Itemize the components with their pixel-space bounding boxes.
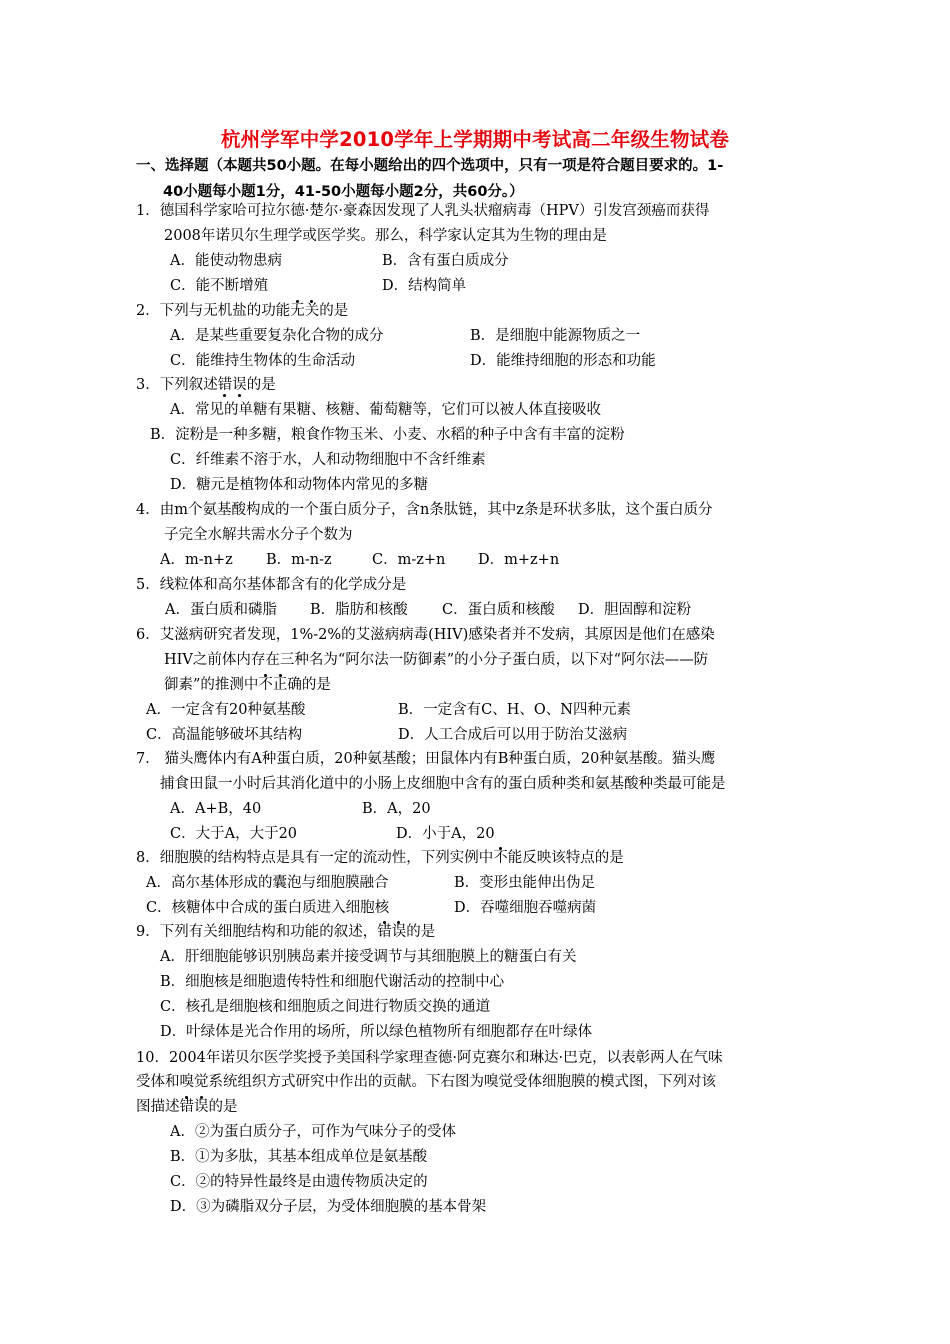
q6-option-d: D．人工合成后可以用于防治艾滋病 (398, 727, 628, 743)
q4-stem-line-1: 4．由m个氨基酸构成的一个蛋白质分子，含n条肽链，其中z条是环状多肽，这个蛋白质分 (136, 502, 713, 518)
q5-stem: 5．线粒体和高尔基体都含有的化学成分是 (136, 577, 407, 593)
section-heading (136, 153, 826, 205)
q2-option-c: C．能维持生物体的生命活动 (170, 353, 356, 369)
q5-option-b: B．脂肪和核酸 (310, 602, 408, 618)
q4-stem-line-2: 子完全水解共需水分子个数为 (164, 527, 353, 543)
section-heading-line-2: 40小题每小题1分，41-50小题每小题2分，共60分。） (163, 184, 524, 200)
q10-option-b: B．①为多肽，其基本组成单位是氨基酸 (170, 1149, 428, 1165)
q3-option-b: B．淀粉是一种多糖，粮食作物玉米、小麦、水稻的种子中含有丰富的淀粉 (150, 427, 625, 443)
emphasis-mark: 无 (290, 303, 305, 319)
q1-stem-line-2: 2008年诺贝尔生理学或医学奖。那么，科学家认定其为生物的理由是 (164, 228, 607, 244)
q7-stem-line-1: 7． 猫头鹰体内有A种蛋白质，20种氨基酸；田鼠体内有B种蛋白质，20种氨基酸。猫头鹰 (136, 751, 716, 767)
q9-option-c: C．核孔是细胞核和细胞质之间进行物质交换的通道 (160, 999, 491, 1015)
exam-title: 杭州学军中学2010学年上学期期中考试高二年级生物试卷 (220, 128, 730, 151)
section-heading-line-1: 一、选择题（本题共50小题。在每小题给出的四个选项中，只有一项是符合题目要求的。1- (136, 158, 724, 174)
q3-option-c: C．纤维素不溶于水，人和动物细胞中不含纤维素 (170, 452, 486, 468)
q10-option-c: C．②的特异性最终是由遗传物质决定的 (170, 1174, 428, 1190)
q7-option-b: B．A，20 (362, 801, 431, 817)
q7-option-a: A．A+B，40 (170, 801, 262, 817)
q6-stem-line-2: HIV之前体内存在三种名为“阿尔法一防御素”的小分子蛋白质，以下对“阿尔法——防 (164, 652, 709, 668)
q8-option-a: A．高尔基体形成的囊泡与细胞膜融合 (146, 875, 389, 891)
emphasis-mark: 误 (232, 377, 247, 393)
emphasis-mark: 错 (217, 377, 233, 393)
emphasis-mark: 正 (272, 677, 288, 693)
q1-option-d: D．结构简单 (382, 278, 467, 294)
q8-option-c: C．核糖体中合成的蛋白质进入细胞核 (146, 900, 390, 916)
q3-option-a: A．常见的单糖有果糖、核糖、葡萄糖等，它们可以被人体直接吸收 (170, 402, 601, 418)
q7-stem-line-2: 捕食田鼠一小时后其消化道中的小肠上皮细胞中含有的蛋白质种类和氨基酸种类最可能是 (160, 776, 726, 792)
q1-option-b: B．含有蛋白质成分 (382, 253, 509, 269)
emphasis-mark: 不 (493, 850, 508, 866)
q8-option-b: B．变形虫能伸出伪足 (454, 875, 596, 891)
q1-option-a: A．能使动物患病 (170, 253, 282, 269)
q10-option-a: A．②为蛋白质分子，可作为气味分子的受体 (170, 1124, 456, 1140)
q7-option-d: D．小于A，20 (396, 826, 495, 842)
q10-stem-line-3: 图描述错误的是 (136, 1099, 238, 1115)
q10-stem-line-1: 10．2004年诺贝尔医学奖授予美国科学家理查德·阿克赛尔和琳达·巴克，以表彰两人在气味 (136, 1050, 723, 1066)
q4-option-a: A．m-n+z (160, 552, 233, 568)
q1-option-c: C．能不断增殖 (170, 278, 269, 294)
q8-option-d: D．吞噬细胞吞噬病菌 (454, 900, 597, 916)
emphasis-mark: 误 (194, 1099, 209, 1115)
q4-option-d: D．m+z+n (478, 552, 560, 568)
q4-option-b: B．m-n-z (266, 552, 332, 568)
emphasis-mark: 错 (377, 924, 392, 940)
q10-stem-line-2: 受体和嗅觉系统组织方式研究中作出的贡献。下右图为嗅觉受体细胞膜的模式图，下列对该 (136, 1074, 716, 1090)
q4-option-c: C．m-z+n (372, 552, 446, 568)
q5-option-a: A．蛋白质和磷脂 (165, 602, 277, 618)
q10-option-d: D．③为磷脂双分子层，为受体细胞膜的基本骨架 (170, 1199, 487, 1215)
q6-option-c: C．高温能够破坏其结构 (146, 727, 303, 743)
q9-stem: 9．下列有关细胞结构和功能的叙述，错误的是 (136, 924, 436, 940)
q6-option-b: B．一定含有C、H、O、N四种元素 (398, 702, 631, 718)
q2-stem: 2．下列与无机盐的功能无关的是 (136, 303, 349, 319)
q9-option-d: D．叶绿体是光合作用的场所，所以绿色植物所有细胞都存在叶绿体 (160, 1024, 593, 1040)
q5-option-d: D．胆固醇和淀粉 (578, 602, 692, 618)
q2-option-d: D．能维持细胞的形态和功能 (470, 353, 656, 369)
q9-option-a: A．肝细胞能够识别胰岛素并接受调节与其细胞膜上的糖蛋白有关 (160, 949, 577, 965)
q6-option-a: A．一定含有20种氨基酸 (146, 702, 306, 718)
q3-option-d: D．糖元是植物体和动物体内常见的多糖 (170, 477, 429, 493)
q5-option-c: C．蛋白质和核酸 (442, 602, 555, 618)
q6-stem-line-3: 御素”的推测中不正确的是 (164, 677, 331, 693)
emphasis-mark: 关 (304, 303, 320, 319)
q8-stem: 8．细胞膜的结构特点是具有一定的流动性，下列实例中不能反映该特点的是 (136, 850, 624, 866)
q9-option-b: B．细胞核是细胞遗传特性和细胞代谢活动的控制中心 (160, 974, 505, 990)
q1-stem-line-1: 1．德国科学家哈可拉尔德·楚尔·豪森因发现了人乳头状瘤病毒（HPV）引发宫颈癌而获得 (136, 203, 710, 219)
q3-stem: 3．下列叙述错误的是 (136, 377, 276, 393)
q2-option-a: A．是某些重要复杂化合物的成分 (170, 328, 384, 344)
q2-option-b: B．是细胞中能源物质之一 (470, 328, 641, 344)
q7-option-c: C．大于A，大于20 (170, 826, 298, 842)
q6-stem-line-1: 6．艾滋病研究者发现，1%-2%的艾滋病病毒(HIV)感染者并不发病，其原因是他们在感染 (136, 627, 715, 643)
emphasis-mark: 误 (391, 924, 407, 940)
emphasis-mark: 不 (258, 677, 273, 693)
emphasis-mark: 错 (179, 1099, 194, 1115)
